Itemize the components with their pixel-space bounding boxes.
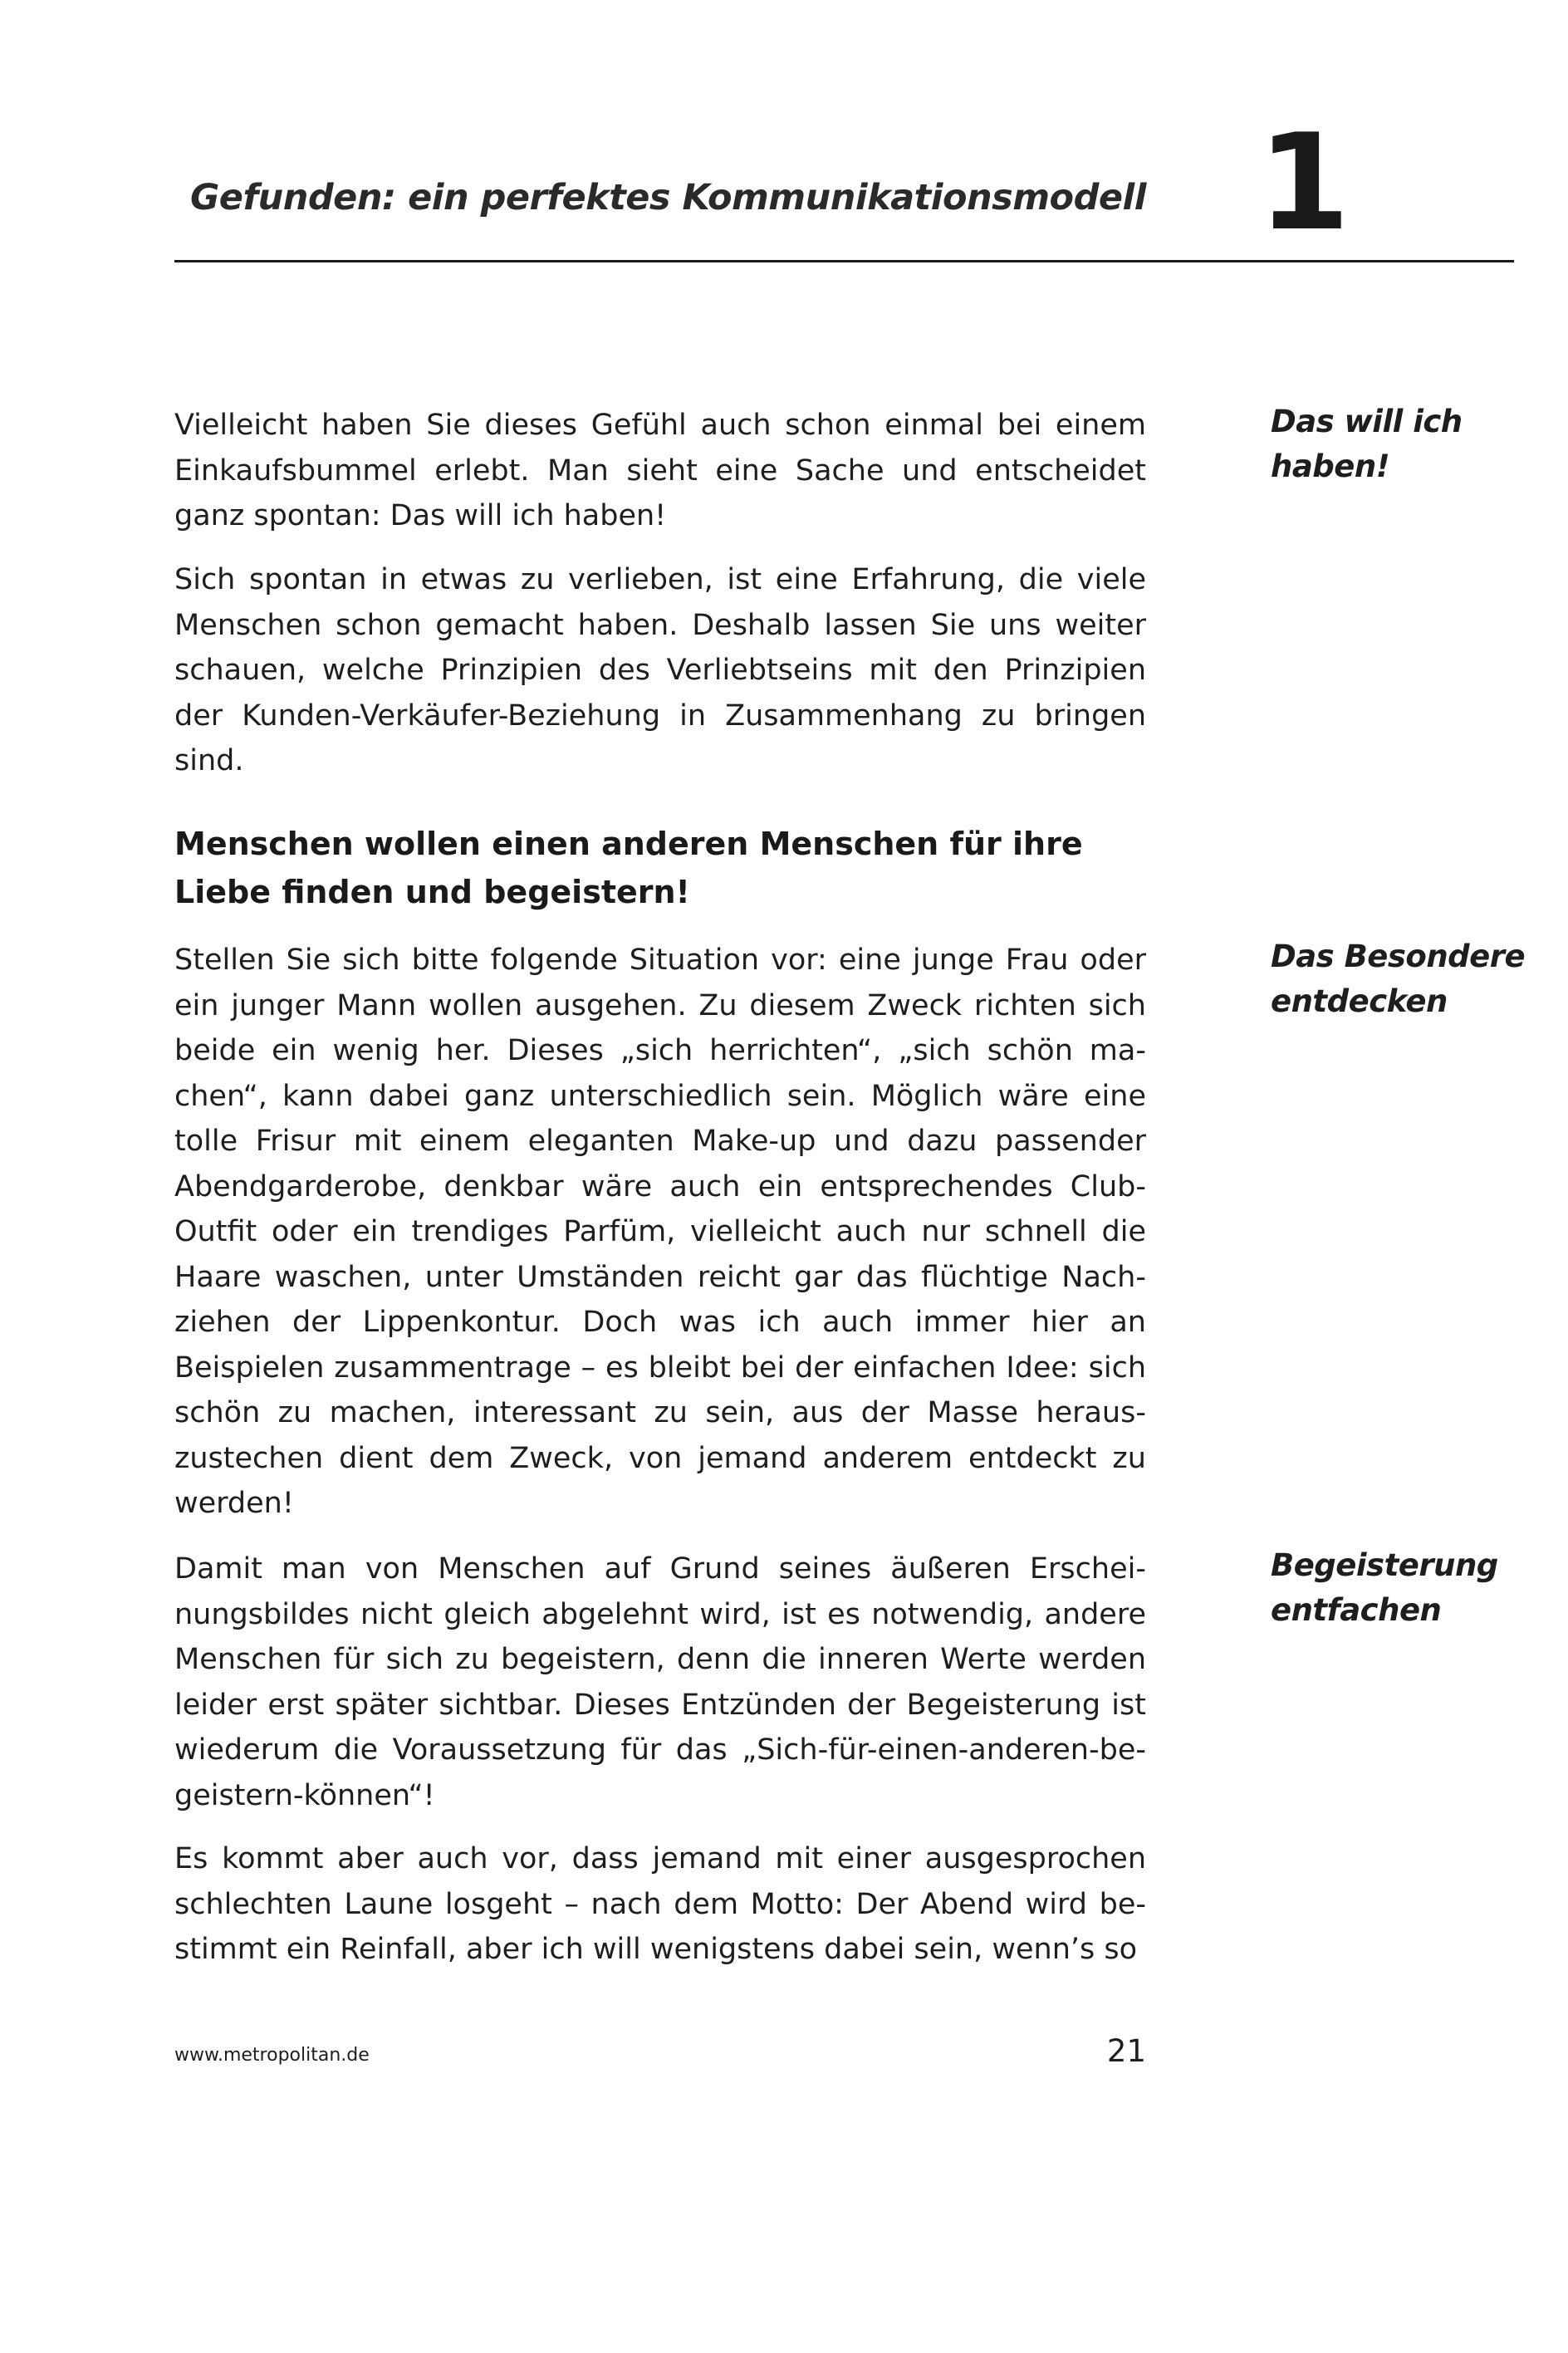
margin-note-besondere xyxy=(1271,934,1545,1024)
paragraph-laune xyxy=(174,1836,1146,1973)
margin-note-line: Das will ich xyxy=(1271,404,1463,439)
header-divider xyxy=(174,260,1514,262)
margin-note-line: entdecken xyxy=(1271,983,1448,1019)
margin-note-begeisterung xyxy=(1271,1543,1545,1633)
body-paragraph: Es kommt aber auch vor, dass jemand mit einer ausgesprochen schlechten Laune losgeht – nach dem Motto: Der Abend wird bestimmt ein Reinfall, aber ich will wenigstens dabei sein, wenn’s so xyxy=(174,1842,1146,1966)
body-paragraph: Vielleicht haben Sie dieses Gefühl auch schon einmal bei einem Einkaufsbummel erlebt. Man sieht eine Sache und entscheidet ganz spontan: Das will ich haben! xyxy=(174,409,1146,532)
section-heading xyxy=(174,820,1146,916)
body-paragraph: Stellen Sie sich bitte folgende Situation vor: eine junge Frau oder ein junger Mann wollen ausgehen. Zu diesem Zweck richten sich beide ein wenig her. Dieses „sich herrichten“, „sich schön machen“, kann dabei ganz unterschiedlich sein. Möglich wäre eine tolle Frisur mit einem eleganten Make-up und dazu passender Abendgarderobe, denkbar wäre auch ein entsprechendes Club-Outfit oder ein trendiges Parfüm, vielleicht auch nur schnell die Haare waschen, unter Umständen reicht gar das flüchtige Nachziehen der Lippenkontur. Doch was ich auch immer hier an Beispielen zusammentrage – es bleibt bei der einfachen Idee: sich schön zu machen, interessant zu sein, aus der Masse herauszustechen dient dem Zweck, von jemand anderem entdeckt zu werden! xyxy=(174,944,1146,1520)
chapter-title: Gefunden: ein perfektes Kommunikationsmodell xyxy=(189,177,1146,218)
margin-note-line: Begeisterung xyxy=(1271,1547,1498,1583)
section-heading-line: Liebe finden und begeistern! xyxy=(174,874,690,910)
margin-note-line: Das Besondere xyxy=(1271,939,1526,974)
paragraph-intro xyxy=(174,403,1146,539)
section-heading-line: Menschen wollen einen anderen Menschen für ihre xyxy=(174,826,1083,862)
page-number: 21 xyxy=(1106,2033,1146,2069)
margin-note-line: entfachen xyxy=(1271,1592,1442,1628)
chapter-number: 1 xyxy=(1257,105,1350,260)
body-paragraph: Damit man von Menschen auf Grund seines äußeren Erscheinungsbildes nicht gleich abgelehnt wird, ist es notwendig, andere Menschen für sich zu begeistern, denn die inneren Werte werden leider erst später sichtbar. Dieses Entzünden der Begeisterung ist wiederum die Voraussetzung für das „Sich-für-einen-anderen-begeistern-können“! xyxy=(174,1552,1146,1812)
paragraph-situation xyxy=(174,938,1146,1527)
footer-url: www.metropolitan.de xyxy=(174,2045,370,2066)
paragraph-begeisterung xyxy=(174,1547,1146,1818)
margin-note-haben xyxy=(1271,400,1545,489)
paragraph-spontan xyxy=(174,557,1146,784)
margin-note-line: haben! xyxy=(1271,449,1390,484)
body-paragraph: Sich spontan in etwas zu verlieben, ist eine Erfahrung, die viele Menschen schon gemacht haben. Deshalb lassen Sie uns weiter schauen, welche Prinzipien des Verliebtseins mit den Prinzipien der Kunden-Verkäufer-Beziehung in Zusammenhang zu bringen sind. xyxy=(174,563,1146,777)
